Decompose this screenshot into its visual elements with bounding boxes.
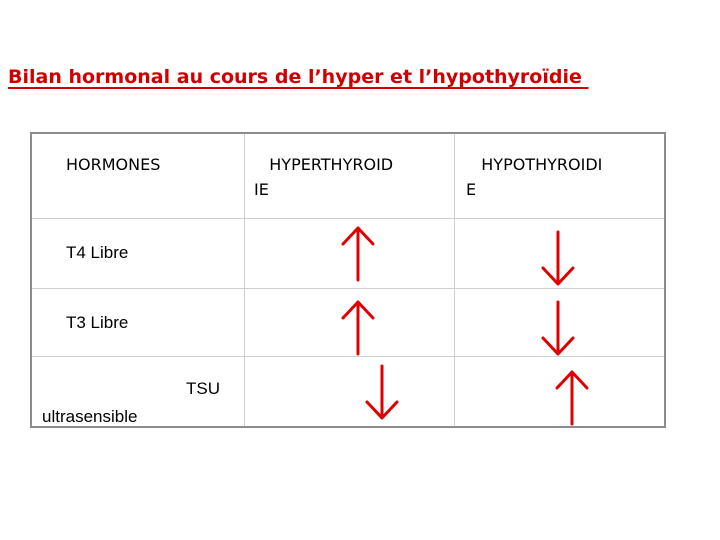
- row-label-ultrasensible: ultrasensible: [42, 407, 138, 426]
- header-hyperthyroidie-line2: IE: [254, 180, 269, 199]
- row-divider: [32, 218, 664, 219]
- arrow-down-icon: [538, 300, 578, 358]
- arrow-up-icon: [338, 298, 378, 356]
- header-hypothyroidie-line1: HYPOTHYROIDI: [466, 155, 603, 174]
- arrow-up-icon: [338, 224, 378, 282]
- arrow-down-icon: [538, 230, 578, 288]
- header-hyperthyroidie-line1: HYPERTHYROID: [254, 155, 394, 174]
- row-label-t4-libre: T4 Libre: [66, 243, 129, 262]
- arrow-down-icon: [362, 364, 402, 422]
- header-hypothyroidie-line2: E: [466, 180, 477, 199]
- arrow-up-icon: [552, 368, 592, 426]
- column-divider: [454, 134, 455, 426]
- page-title: Bilan hormonal au cours de l’hyper et l’hypothyroïdie: [8, 66, 589, 88]
- row-label-tsu: TSU: [186, 379, 220, 398]
- hormone-table: [30, 132, 666, 428]
- column-divider: [244, 134, 245, 426]
- row-divider: [32, 288, 664, 289]
- row-label-t3-libre: T3 Libre: [66, 313, 129, 332]
- header-hormones: HORMONES: [66, 155, 161, 174]
